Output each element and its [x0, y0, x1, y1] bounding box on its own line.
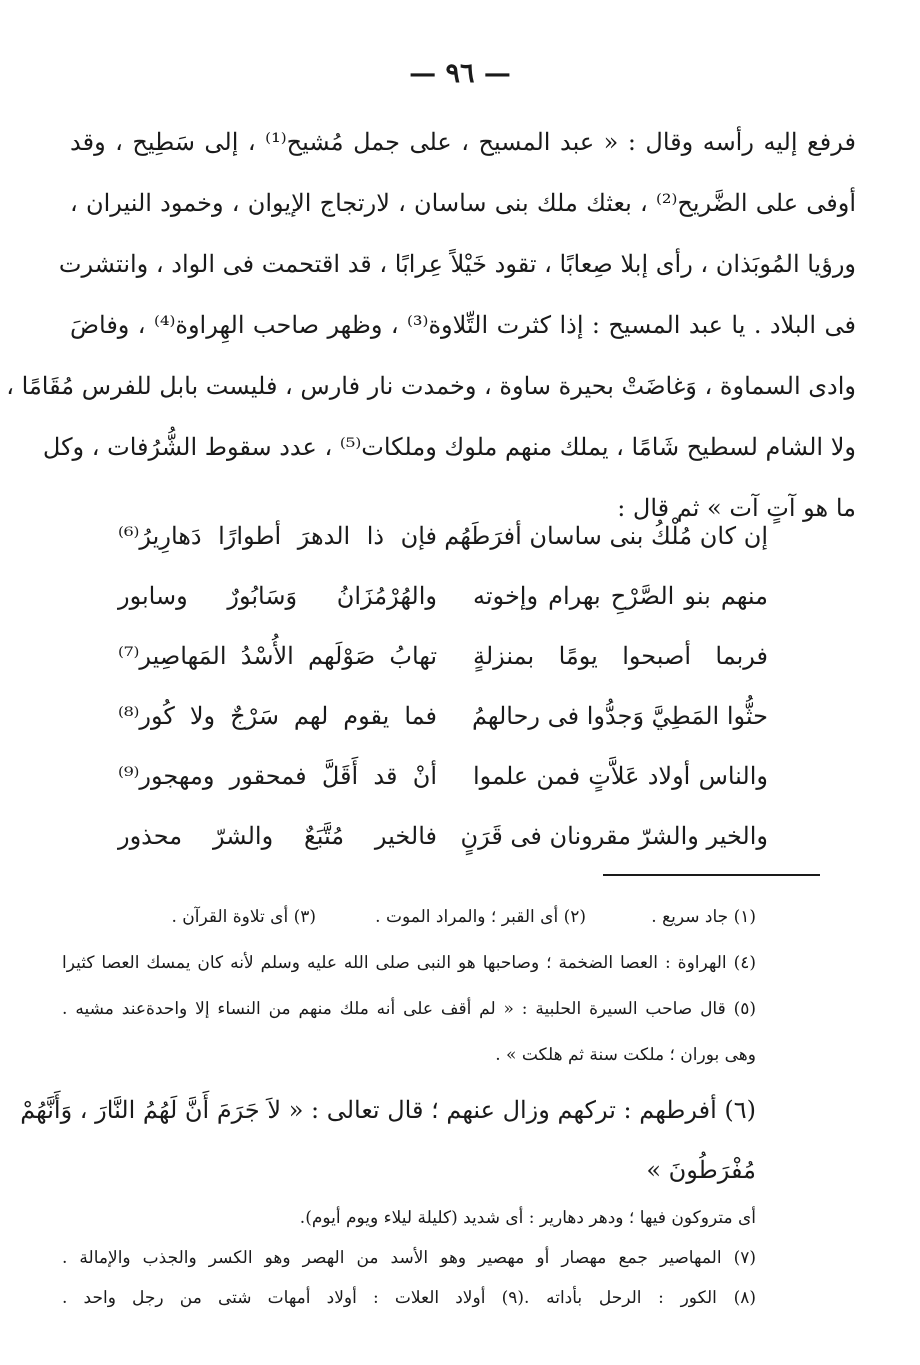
verse-first-hemistich: والناس أولاد عَلاَّتٍ فمن علموا: [473, 762, 768, 790]
poem: [118, 506, 768, 866]
verse-second-hemistich: أنْ قد أَقَلَّ فمحقور ومهجور⁽⁹⁾: [118, 762, 437, 790]
prose-paragraph: [6, 112, 856, 539]
footnote-6: (٦) أفرطهم : تركهم وزال عنهم ؛ قال تعالى : « لاَ جَرَمَ أَنَّ لَهُمُ النَّارَ ، وَأَنَّهُمْ: [20, 1096, 756, 1124]
prose-line: فى البلاد . يا عبد المسيح : إذا كثرت التِّلاوة⁽³⁾ ، وظهر صاحب الهِراوة⁽⁴⁾ ، وفاضَ: [70, 311, 856, 339]
footnote-row: [62, 894, 756, 940]
prose-line: فرفع إليه رأسه وقال : « عبد المسيح ، على جمل مُشيح⁽¹⁾ ، إلى سَطِيح ، وقد: [70, 128, 856, 156]
prose-line: وادى السماوة ، وَغاضَتْ بحيرة ساوة ، وخمدت نار فارس ، فليست بابل للفرس مُقَامًا ،: [6, 372, 856, 400]
prose-line: أوفى على الضَّريح⁽²⁾ ، بعثك ملك بنى ساسان ، لارتجاج الإيوان ، وخمود النيران ،: [70, 189, 856, 217]
verse-second-hemistich: تهابُ صَوْلَهم الأُسْدُ المَهاصِير⁽⁷⁾: [118, 642, 437, 670]
footnote-9: (٩) أولاد العلات : أولاد أمهات شتى من رجل واحد .: [62, 1288, 524, 1308]
verse-second-hemistich: فالخير مُتَّبَعٌ والشرّ محذور: [118, 822, 437, 850]
footnote-6-continued: أى متروكون فيها ؛ ودهر دهارير : أى شديد (كليلة ليلاء ويوم أيوم).: [299, 1208, 756, 1228]
footnotes: [20, 894, 756, 1318]
page-number: — ٩٦ —: [409, 58, 511, 89]
poem-verse: [118, 566, 768, 626]
verse-second-hemistich: والهُرْمُزَانُ وَسَابُورٌ وسابور: [118, 582, 437, 610]
footnote-4: (٤) الهراوة : العصا الضخمة ؛ وصاحبها هو النبى صلى الله عليه وسلم لأنه كان يمسك العصا كثيرا: [62, 953, 756, 973]
footnote-5-continued: وهى بوران ؛ ملكت سنة ثم هلكت » .: [495, 1045, 756, 1065]
footnote-7: (٧) المهاصير جمع مهصار أو مهصير وهو الأسد من الهصر وهو الكسر والجذب والإمالة .: [62, 1248, 756, 1268]
prose-line: ما هو آتٍ آت » ثم قال :: [617, 494, 856, 522]
footnote-8: (٨) الكور : الرحل بأداته .: [524, 1288, 756, 1308]
poem-verse: [118, 686, 768, 746]
poem-verse: [118, 806, 768, 866]
footnote-2: (٢) أى القبر ؛ والمراد الموت .: [375, 907, 586, 927]
prose-line: ولا الشام لسطيح شَامًا ، يملك منهم ملوك وملكات⁽⁵⁾ ، عدد سقوط الشُّرُفات ، وكل: [42, 433, 856, 461]
verse-second-hemistich: فإن ذا الدهرَ أطوارًا دَهارِيرُ⁽⁶⁾: [118, 522, 437, 550]
footnote-row: [62, 986, 756, 1032]
poem-verse: [118, 626, 768, 686]
verse-first-hemistich: فربما أصبحوا يومًا بمنزلةٍ: [473, 642, 768, 670]
poem-verse: [118, 746, 768, 806]
verse-first-hemistich: حثُّوا المَطِيَّ وَجدُّوا فى رحالهمُ: [471, 702, 768, 730]
prose-line: ورؤيا المُوبَذان ، رأى إبلا صِعابًا ، تقود خَيْلاً عِرابًا ، قد اقتحمت فى الواد ، وانتشرت: [58, 250, 856, 278]
footnote-6-quran-end: مُفْرَطُونَ »: [646, 1156, 756, 1184]
footnote-divider: [603, 874, 820, 876]
poem-verse: [118, 506, 768, 566]
footnote-4-continued: عند مشيه .: [62, 999, 146, 1019]
footnote-5: (٥) قال صاحب السيرة الحلبية : « لم أقف على أنه ملك منهم من النساء إلا واحدة: [146, 999, 756, 1019]
verse-first-hemistich: إن كان مُلْكُ بنى ساسان أفرَطَهُم: [444, 522, 768, 550]
verse-second-hemistich: فما يقوم لهم سَرْجٌ ولا كُور⁽⁸⁾: [118, 702, 437, 730]
footnote-3: (٣) أى تلاوة القرآن .: [171, 907, 316, 927]
verse-first-hemistich: منهم بنو الصَّرْحِ بهرام وإخوته: [473, 582, 768, 610]
footnote-row: [62, 1278, 756, 1318]
footnote-1: (١) جاد سريع .: [651, 907, 756, 927]
verse-first-hemistich: والخير والشرّ مقرونان فى قَرَنٍ: [460, 822, 768, 850]
